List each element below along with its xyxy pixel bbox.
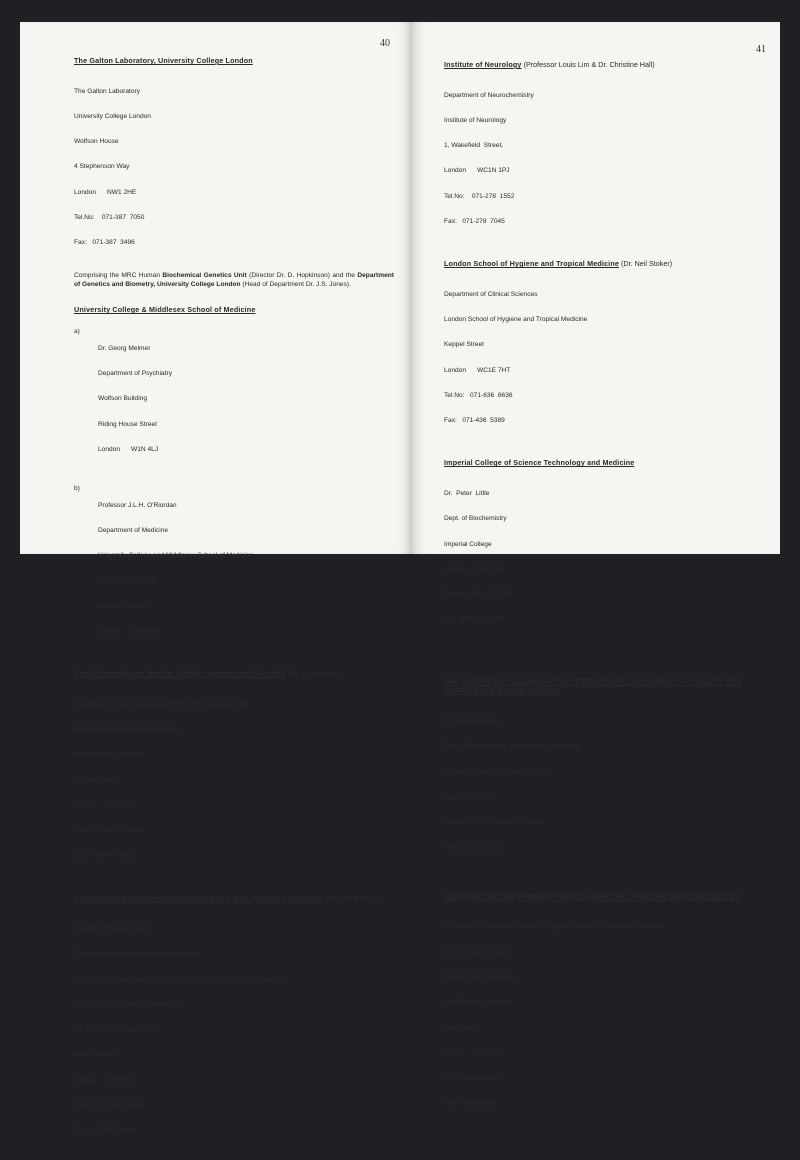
section-imperial (444, 458, 770, 641)
address-block: Department of Neurochemistry Institute of Neurology 1, Wakefield Street, London WC1N 1PJ Tel.No: 071-278 1552 Fax: 071-278 7045 (444, 91, 534, 225)
section-heading: Royal Postgraduate Medical School, Hammersmith Hospital (Dr. L. Luzzatto) (74, 669, 340, 679)
section-heading: Institute of Neurology (Professor Louis Lim & Dr. Christine Hall) (444, 60, 655, 69)
entry-b: b) Professor J.L.H. O'Riordan Department of Medicine University College and Middlesex School of Medicine Middlesex Hospital Mortimer Street London W1N 8AA (74, 485, 254, 635)
section-primers (444, 892, 770, 1126)
section-heading: London School of Hygiene and Tropical Medicine (Dr. Neil Stoker) (444, 259, 673, 269)
left-column (74, 56, 394, 1160)
address-block: Dr. Stephen Brown Dept. of Biochemistry and Molecular Genetics St. Mary's Hospital Medical School London W2 1PG Tel.No: 071-723 1252 Ext. 5484 Fax: 071-706 3272 (444, 718, 578, 852)
section-ucl-middlesex (74, 305, 394, 653)
section-guys (74, 894, 394, 1153)
section-heading: Imperial College of Science Technology and Medicine (444, 458, 635, 468)
address-block: Department of Haematology and MRC/LRF Leukaemia Unit Royal Postgraduate Medical School Hammersmith Hospital Ducane Road London W12 0NN Tel.No: 081-740 3234 Fax: 081-740 9679 (74, 701, 249, 860)
section-heading: University College & Middlesex School of Medicine (74, 305, 256, 315)
section-heading: United Medical and Dental Schools of Guy's & St. Thomas's Hospitals (Prof. M. Bobrow) (74, 893, 381, 903)
address-block: C. Hearne, M. McAleer, J. Love, A. Knight, T. Aitman, R. Cornall, J.-B. Prins, S. Ghosh and J. Todd Nuffield Dept. of Surgery John Radcliffe Hospital Headington Oxford OX3 9DU Tel: 0865-220145 FAX: 0865-68876 (444, 923, 666, 1107)
section-heading: The Galton Laboratory, University College London (74, 56, 253, 65)
right-page (412, 22, 780, 1107)
galton-description: Comprising the MRC Human Biochemical Genetics Unit (Director Dr. D. Hopkinson) and the Department of Genetics and Biometry, University College London (Head of Department Dr. J.S. Jones). (74, 272, 394, 288)
address-block: Department of Clinical Sciences London School of Hygiene and Tropical Medicine Keppel Street London WC1E 7HT Tel.No: 071-636 8636 Fax: 071-436 5389 (444, 290, 588, 425)
address-block: The Galton Laboratory University College London Wolfson House 4 Stephenson Way London NW1 2HE Tel.No: 071-387 7050 Fax: 071-387 3496 (74, 87, 151, 247)
address-block: Dr. Peter Little Dept. of Biochemistry Imperial College London SW7 2AZ Tel.No: 071-823 7518 Fax: 071-823 7525 (444, 490, 513, 624)
book-spread (20, 22, 780, 1135)
section-heading: OLIGONUCLEOTIDE PRIMERS FOR PCR ANALYSIS OF MOUSE MICROSATELLITES (444, 891, 740, 901)
address-block: Paediatric Research Unit Division of Medical and Molecular Genetics United Medical and Dental Schools of Guy's and St. Thomas's Hospitals Prince Philip Research Laboratories 7th & 8th Floors, Guy's Tower Guy's Hospital London SE1 9RT Tel.No: 071-955 4456 Fax: 071-955 4644 (74, 925, 285, 1135)
section-backcross (444, 677, 770, 869)
right-column (444, 60, 770, 1133)
page-number-right: 41 (756, 44, 766, 55)
section-neurology (444, 60, 770, 243)
section-hygiene (444, 259, 770, 442)
section-heading: THE EUROPEAN COLLABORATIVE INTERSPECIFIC BACKCROSS - A FACILITY FOR MAPPING THE MOUSE GENOME (444, 677, 742, 696)
left-page (20, 22, 412, 1135)
page-number-left: 40 (380, 38, 390, 49)
section-galton (74, 56, 394, 289)
entry-a: a) Dr. Georg Melmer Department of Psychiatry Wolfson Building Riding House Street London W1N 4LJ (74, 328, 173, 453)
section-hammersmith (74, 669, 394, 877)
